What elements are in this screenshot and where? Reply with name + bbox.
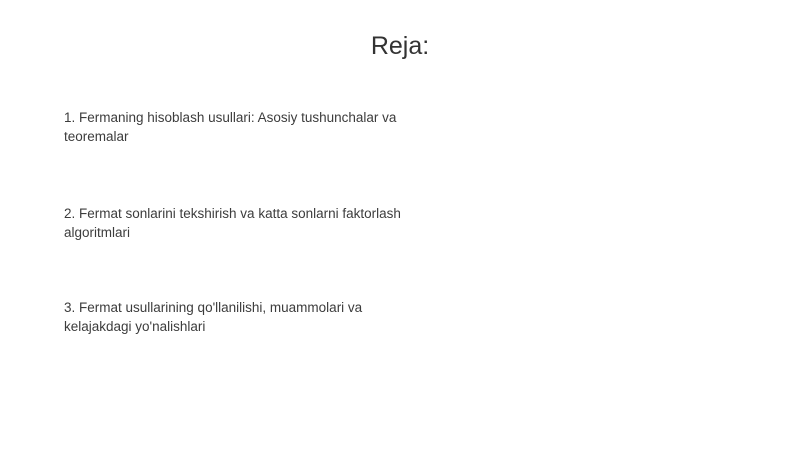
agenda-item-3: 3. Fermat usullarining qo'llanilishi, muammolari va kelajakdagi yo'nalishlari <box>64 300 363 334</box>
agenda-item-1: 1. Fermaning hisoblash usullari: Asosiy tushunchalar va teoremalar <box>64 110 397 144</box>
slide-title: Reja: <box>370 32 430 60</box>
agenda-item-2: 2. Fermat sonlarini tekshirish va katta sonlarni faktorlash algoritmlari <box>64 206 401 240</box>
